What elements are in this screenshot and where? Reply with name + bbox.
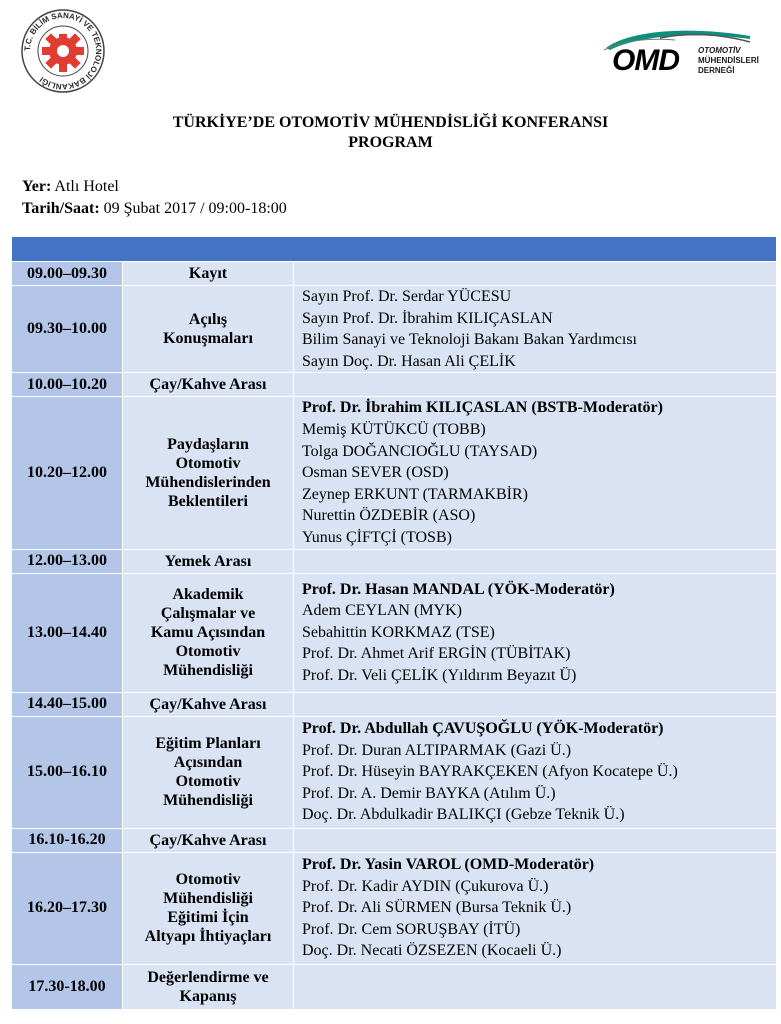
speaker-line: Sayın Doç. Dr. Hasan Ali ÇELİK	[302, 352, 516, 370]
program-table	[11, 236, 777, 1010]
speaker-line: Prof. Dr. Cem SORUŞBAY (İTÜ)	[302, 920, 521, 938]
speaker-line: Prof. Dr. Hüseyin BAYRAKÇEKEN (Afyon Kocatepe Ü.)	[302, 763, 678, 781]
session-topic-cell: Çay/Kahve Arası	[123, 828, 294, 852]
document-title: TÜRKİYE’DE OTOMOTİV MÜHENDİSLİĞİ KONFERANSI	[172, 114, 609, 131]
speaker-line: Doç. Dr. Abdulkadir BALIKÇI (Gebze Teknik Ü.)	[302, 806, 625, 824]
venue-value: Atlı Hotel	[51, 178, 119, 195]
session-topic-cell: Akademik Çalışmalar ve Kamu Açısından Otomotiv Mühendisliği	[123, 573, 294, 692]
speaker-line: Prof. Dr. A. Demir BAYKA (Atılım Ü.)	[302, 784, 556, 802]
venue-label: Yer:	[22, 178, 52, 195]
speaker-line: Sebahittin KORKMAZ (TSE)	[302, 623, 495, 641]
time-cell: 13.00–14.40	[12, 573, 123, 692]
omd-logo-subtitle	[698, 46, 759, 76]
speakers-cell	[294, 549, 777, 573]
session-topic-cell: Otomotiv Mühendisliği Eğitimi İçin Altyapı İhtiyaçları	[123, 852, 294, 964]
time-cell: 12.00–13.00	[12, 549, 123, 573]
schedule-row	[12, 852, 777, 964]
speaker-line: Prof. Dr. Duran ALTIPARMAK (Gazi Ü.)	[302, 741, 572, 759]
header-bar-cell	[12, 237, 777, 262]
schedule-row	[12, 286, 777, 373]
speakers-cell	[294, 262, 777, 286]
omd-sub-line: DERNEĞİ	[698, 66, 735, 75]
speakers-cell	[294, 286, 777, 373]
speaker-line: Prof. Dr. Ahmet Arif ERGİN (TÜBİTAK)	[302, 645, 571, 663]
speakers-cell	[294, 716, 777, 828]
speaker-line: Doç. Dr. Necati ÖZSEZEN (Kocaeli Ü.)	[302, 942, 562, 960]
moderator-line: Prof. Dr. İbrahim KILIÇASLAN (BSTB-Moderatör)	[302, 399, 663, 417]
speakers-cell	[294, 373, 777, 397]
time-cell: 17.30-18.00	[12, 964, 123, 1009]
ministry-logo-text: T.C. BİLİM SANAYİ VE TEKNOLOJİ BAKANLIĞI	[22, 10, 104, 92]
session-topic-cell: Kayıt	[123, 262, 294, 286]
speakers-cell	[294, 397, 777, 549]
speaker-line: Bilim Sanayi ve Teknoloji Bakanı Bakan Yardımcısı	[302, 331, 637, 349]
ministry-logo	[20, 8, 106, 94]
gear-seal-icon	[20, 8, 106, 94]
table-header-bar	[12, 237, 777, 262]
speaker-line: Zeynep ERKUNT (TARMAKBİR)	[302, 485, 528, 503]
session-topic-cell: Eğitim Planları Açısından Otomotiv Mühendisliği	[123, 716, 294, 828]
time-cell: 16.20–17.30	[12, 852, 123, 964]
speaker-line: Adem CEYLAN (MYK)	[302, 602, 462, 620]
speakers-cell	[294, 964, 777, 1009]
date-value: 09 Şubat 2017 / 09:00-18:00	[99, 200, 287, 217]
schedule-row	[12, 716, 777, 828]
speaker-line: Prof. Dr. Ali SÜRMEN (Bursa Teknik Ü.)	[302, 899, 572, 917]
venue-line	[22, 178, 119, 196]
session-topic-cell: Paydaşların Otomotiv Mühendislerinden Beklentileri	[123, 397, 294, 549]
speakers-cell	[294, 828, 777, 852]
moderator-line: Prof. Dr. Hasan MANDAL (YÖK-Moderatör)	[302, 580, 615, 598]
session-topic-cell: Yemek Arası	[123, 549, 294, 573]
time-cell: 09.30–10.00	[12, 286, 123, 373]
schedule-row	[12, 373, 777, 397]
schedule-row	[12, 397, 777, 549]
time-cell: 10.20–12.00	[12, 397, 123, 549]
schedule-row	[12, 828, 777, 852]
schedule-row	[12, 573, 777, 692]
time-cell: 16.10-16.20	[12, 828, 123, 852]
omd-sub-line: MÜHENDİSLERİ	[698, 56, 759, 65]
time-cell: 14.40–15.00	[12, 692, 123, 716]
speaker-line: Nurettin ÖZDEBİR (ASO)	[302, 507, 476, 525]
speaker-line: Memiş KÜTÜKCÜ (TOBB)	[302, 420, 486, 438]
moderator-line: Prof. Dr. Yasin VAROL (OMD-Moderatör)	[302, 856, 595, 874]
document-subtitle: PROGRAM	[348, 134, 433, 151]
date-line	[22, 200, 287, 218]
speaker-line: Prof. Dr. Kadir AYDIN (Çukurova Ü.)	[302, 877, 549, 895]
speaker-line: Prof. Dr. Veli ÇELİK (Yıldırım Beyazıt Ü)	[302, 666, 577, 684]
moderator-line: Prof. Dr. Abdullah ÇAVUŞOĞLU (YÖK-Moderatör)	[302, 720, 664, 738]
omd-sub-line: OTOMOTİV	[698, 46, 741, 55]
session-topic-cell: Değerlendirme ve Kapanış	[123, 964, 294, 1009]
time-cell: 10.00–10.20	[12, 373, 123, 397]
schedule-row	[12, 262, 777, 286]
session-topic-cell: Açılış Konuşmaları	[123, 286, 294, 373]
speaker-line: Osman SEVER (OSD)	[302, 464, 449, 482]
speakers-cell	[294, 852, 777, 964]
schedule-row	[12, 692, 777, 716]
speaker-line: Yunus ÇİFTÇİ (TOSB)	[302, 528, 452, 546]
session-topic-cell: Çay/Kahve Arası	[123, 692, 294, 716]
speaker-line: Sayın Prof. Dr. Serdar YÜCESU	[302, 288, 512, 305]
speakers-cell	[294, 692, 777, 716]
omd-logo-text: OMD	[612, 44, 679, 77]
time-cell: 09.00–09.30	[12, 262, 123, 286]
session-topic-cell: Çay/Kahve Arası	[123, 373, 294, 397]
date-label: Tarih/Saat:	[22, 200, 100, 217]
speaker-line: Sayın Prof. Dr. İbrahim KILIÇASLAN	[302, 309, 553, 327]
schedule-row	[12, 549, 777, 573]
speakers-cell	[294, 573, 777, 692]
schedule-row	[12, 964, 777, 1009]
speaker-line: Tolga DOĞANCIOĞLU (TAYSAD)	[302, 442, 538, 460]
time-cell: 15.00–16.10	[12, 716, 123, 828]
